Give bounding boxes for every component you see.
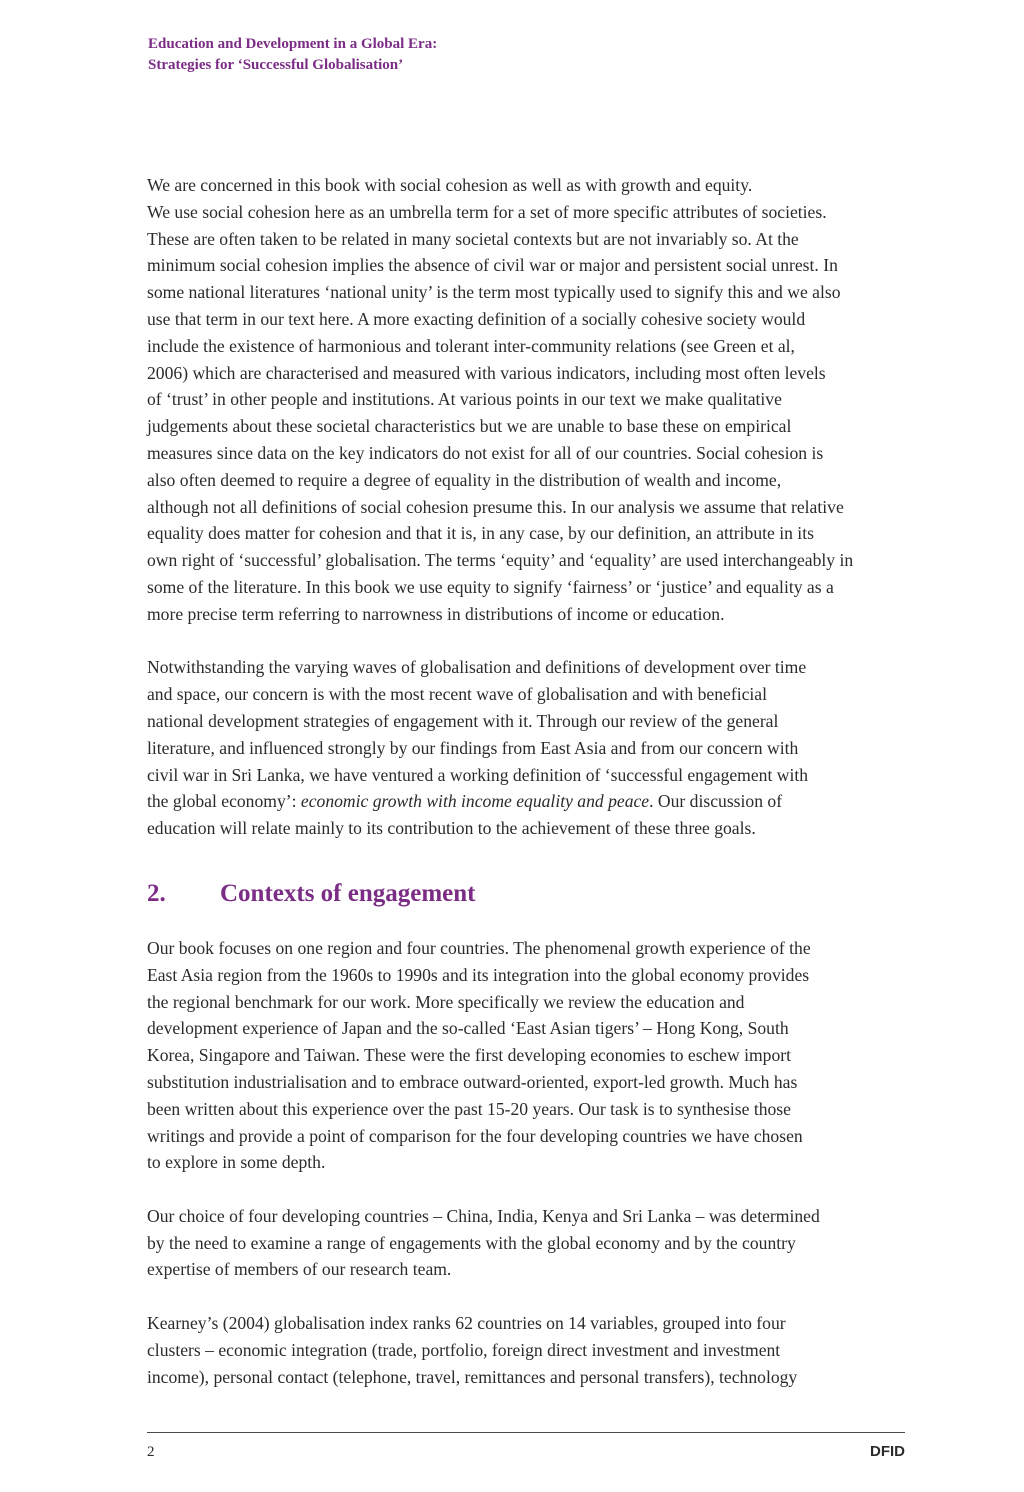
text-line: We are concerned in this book with social cohesion as well as with growth and equity. (147, 175, 753, 195)
running-header (148, 34, 748, 76)
page-number: 2 (147, 1444, 155, 1460)
focus-paragraph (147, 935, 917, 1176)
text-line: Our choice of four developing countries – China, India, Kenya and Sri Lanka – was determined (147, 1205, 820, 1226)
text-line: Notwithstanding the varying waves of globalisation and definitions of development over time (147, 657, 807, 678)
intro-paragraph (147, 172, 917, 628)
working-definition-emphasis: economic growth with income equality and peace (300, 791, 650, 812)
text-line: clusters – economic integration (trade, portfolio, foreign direct investment and investment (147, 1339, 781, 1360)
text-line: Kearney’s (2004) globalisation index ranks 62 countries on 14 variables, grouped into four (147, 1313, 786, 1334)
text-line: some of the literature. In this book we use equity to signify ‘fairness’ or ‘justice’ and equality as a (147, 576, 834, 597)
text-line: and space, our concern is with the most recent wave of globalisation and with beneficial (147, 684, 767, 705)
text-line: of ‘trust’ in other people and institutions. At various points in our text we make qualitative (147, 389, 782, 410)
text-line: expertise of members of our research team. (147, 1259, 452, 1280)
text-line: minimum social cohesion implies the absence of civil war or major and persistent social unrest. In (147, 255, 838, 276)
running-header-line-2: Strategies for ‘Successful Globalisation’ (148, 57, 404, 73)
section-title: Contexts of engagement (220, 879, 476, 907)
section-number: 2. (147, 879, 166, 907)
text-line: writings and provide a point of comparison for the four developing countries we have chosen (147, 1125, 803, 1146)
text-line: income), personal contact (telephone, travel, remittances and personal transfers), technology (147, 1366, 798, 1387)
text-line: civil war in Sri Lanka, we have ventured a working definition of ‘successful engagement with (147, 764, 809, 785)
text-line: development experience of Japan and the so-called ‘East Asian tigers’ – Hong Kong, South (147, 1018, 789, 1039)
text-line: the regional benchmark for our work. More specifically we review the education and (147, 991, 745, 1012)
text-line: 2006) which are characterised and measured with various indicators, including most often levels (147, 362, 826, 383)
text-line: by the need to examine a range of engagements with the global economy and by the country (147, 1232, 796, 1253)
text-line: education will relate mainly to its contribution to the achievement of these three goals. (147, 818, 756, 839)
text-line: substitution industrialisation and to embrace outward-oriented, export-led growth. Much has (147, 1071, 798, 1092)
section-heading (147, 879, 917, 909)
emph-line-suffix: . Our discussion of (649, 791, 783, 812)
text-line-with-emphasis (147, 788, 917, 815)
text-line: more precise term referring to narrowness in distributions of income or education. (147, 603, 725, 624)
text-line: We use social cohesion here as an umbrella term for a set of more specific attributes of societies. (147, 201, 827, 222)
text-line: use that term in our text here. A more exacting definition of a socially cohesive society would (147, 308, 806, 329)
kearney-paragraph (147, 1310, 917, 1390)
text-line: Our book focuses on one region and four countries. The phenomenal growth experience of the (147, 937, 811, 958)
text-line: equality does matter for cohesion and that it is, in any case, by our definition, an attribute in its (147, 523, 814, 544)
text-line: to explore in some depth. (147, 1152, 326, 1173)
text-line: measures since data on the key indicators do not exist for all of our countries. Social cohesion is (147, 442, 824, 463)
text-line: national development strategies of engagement with it. Through our review of the general (147, 710, 779, 731)
text-line: although not all definitions of social cohesion presume this. In our analysis we assume that relative (147, 496, 844, 517)
text-line: own right of ‘successful’ globalisation. The terms ‘equity’ and ‘equality’ are used interchangeably in (147, 550, 854, 571)
text-line: judgements about these societal characteristics but we are unable to base these on empirical (147, 416, 792, 437)
text-line: also often deemed to require a degree of equality in the distribution of wealth and income, (147, 469, 782, 490)
body-text (147, 172, 917, 1390)
text-line: Korea, Singapore and Taiwan. These were the first developing economies to eschew import (147, 1045, 792, 1066)
choice-paragraph (147, 1203, 917, 1283)
footer-rule (147, 1432, 905, 1433)
running-header-line-1: Education and Development in a Global Era: (148, 36, 438, 52)
publisher-mark: DFID (870, 1443, 905, 1460)
text-line: These are often taken to be related in many societal contexts but are not invariably so. At the (147, 228, 799, 249)
text-line: some national literatures ‘national unity’ is the term most typically used to signify this and we also (147, 282, 841, 303)
emph-line-prefix: the global economy’: (147, 791, 301, 812)
text-line: literature, and influenced strongly by our findings from East Asia and from our concern with (147, 737, 799, 758)
notwithstanding-paragraph (147, 654, 917, 842)
text-line: East Asia region from the 1960s to 1990s and its integration into the global economy provides (147, 964, 810, 985)
text-line: include the existence of harmonious and tolerant inter-community relations (see Green et al, (147, 335, 795, 356)
text-line: been written about this experience over the past 15-20 years. Our task is to synthesise those (147, 1098, 791, 1119)
